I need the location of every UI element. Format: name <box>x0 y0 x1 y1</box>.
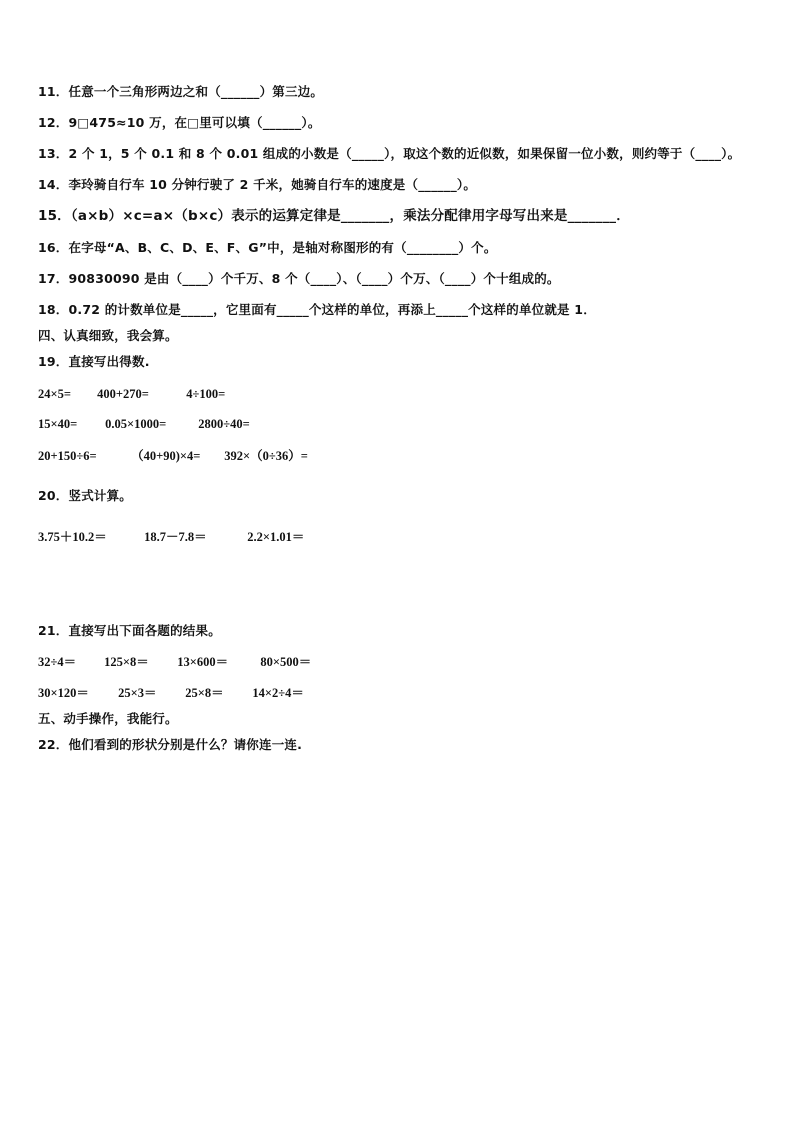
question-11: 11．任意一个三角形两边之和（______）第三边。 <box>38 84 324 99</box>
calc-item: 0.05×1000= <box>105 417 167 431</box>
calc-item: 15×40= <box>38 417 78 431</box>
question-21-title: 21．直接写出下面各题的结果。 <box>38 623 221 638</box>
question-13: 13．2 个 1，5 个 0.1 和 8 个 0.01 组成的小数是（_____），取这个数的近似数，如果保留一位小数，则约等于（____）。 <box>38 146 741 161</box>
q19-row-1 <box>38 386 225 402</box>
question-18: 18．0.72 的计数单位是_____，它里面有_____个这样的单位，再添上_____个这样的单位就是 1． <box>38 302 596 317</box>
calc-item: 2800÷40= <box>198 417 250 431</box>
q19-row-2 <box>38 416 250 432</box>
calc-item: 392×（0÷36）= <box>224 449 308 463</box>
question-17: 17．90830090 是由（____）个千万、8 个（____）、（____）个万、（____）个十组成的。 <box>38 271 560 286</box>
calc-item: 2.2×1.01＝ <box>247 530 305 544</box>
question-22-title: 22．他们看到的形状分别是什么？请你连一连. <box>38 737 303 752</box>
question-20-title: 20．竖式计算。 <box>38 488 132 503</box>
question-16: 16．在字母“A、B、C、D、E、F、G”中，是轴对称图形的有（________）个。 <box>38 240 497 255</box>
question-19-title: 19．直接写出得数. <box>38 354 150 369</box>
calc-item: 32÷4＝ <box>38 655 77 669</box>
calc-item: 30×120＝ <box>38 686 89 700</box>
q19-row-3 <box>38 448 308 464</box>
calc-item: 4÷100= <box>186 387 226 401</box>
q21-row-1 <box>38 654 311 670</box>
q21-row-2 <box>38 685 304 701</box>
calc-item: 18.7－7.8＝ <box>144 530 207 544</box>
calc-item: 13×600＝ <box>177 655 229 669</box>
calc-item: 24×5= <box>38 387 71 401</box>
calc-item: 400+270= <box>97 387 149 401</box>
question-15: 15．（a×b）×c=a×（b×c）表示的运算定律是_______，乘法分配律用字母写出来是_______． <box>38 208 630 224</box>
q20-row <box>38 529 304 545</box>
calc-item: 25×8＝ <box>185 686 224 700</box>
calc-item: 25×3＝ <box>118 686 157 700</box>
section-5-title: 五、动手操作，我能行。 <box>38 711 178 726</box>
question-14: 14．李玲骑自行车 10 分钟行驶了 2 千米，她骑自行车的速度是（______）。 <box>38 177 477 192</box>
calc-item: 14×2÷4＝ <box>252 686 304 700</box>
section-4-title: 四、认真细致，我会算。 <box>38 328 178 343</box>
calc-item: （40+90)×4= <box>131 449 201 463</box>
calc-item: 125×8＝ <box>104 655 149 669</box>
question-12: 12．9□475≈10 万，在□里可以填（______）。 <box>38 115 321 130</box>
calc-item: 80×500＝ <box>260 655 312 669</box>
calc-item: 20+150÷6= <box>38 449 97 463</box>
calc-item: 3.75＋10.2＝ <box>38 530 107 544</box>
